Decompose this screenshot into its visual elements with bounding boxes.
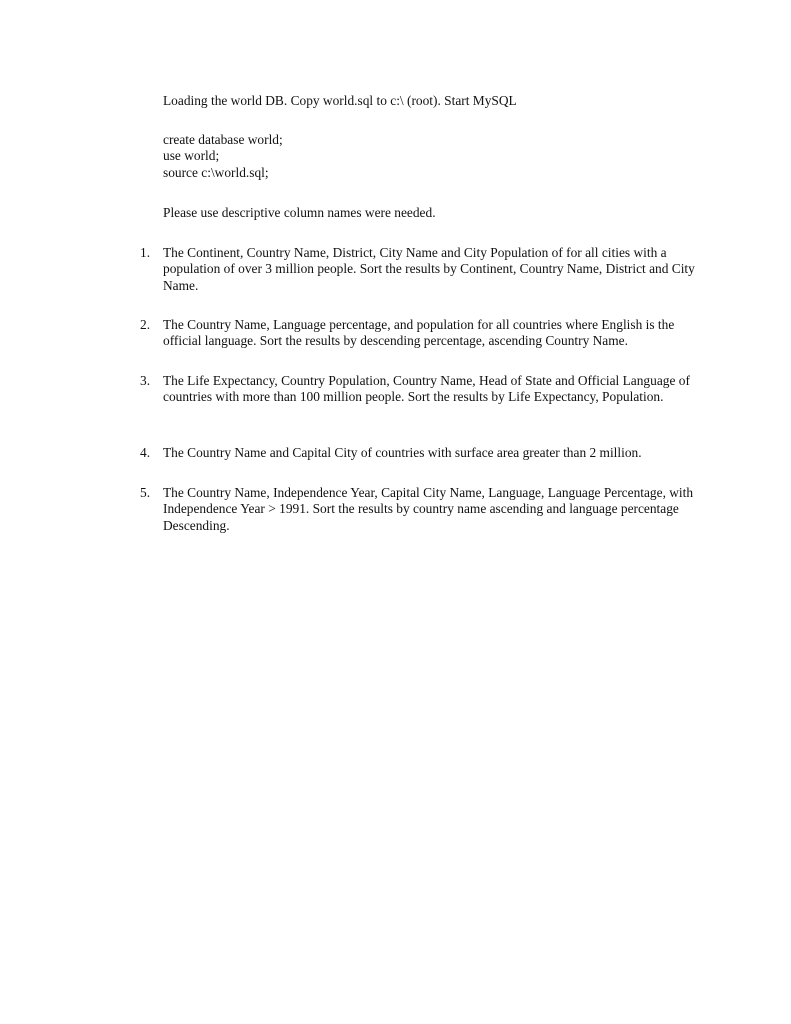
task-text: The Country Name, Independence Year, Capital City Name, Language, Language Percentage, with Independence Year > 1991. Sort the results by country name ascending and language percentage Descending.	[163, 485, 694, 533]
task-number: 1.	[140, 245, 151, 260]
task-number: 4.	[140, 445, 151, 460]
sql-commands	[163, 132, 723, 181]
task-text: The Continent, Country Name, District, City Name and City Population of for all cities with a population of over 3 million people. Sort the results by Continent, Country Name, District and City Name.	[163, 245, 695, 293]
intro-text: Loading the world DB. Copy world.sql to c:\ (root). Start MySQL	[163, 93, 517, 108]
task-text: The Country Name and Capital City of countries with surface area greater than 2 million.	[163, 445, 642, 460]
sql-command-create: create database world;	[163, 132, 283, 147]
task-number: 5.	[140, 485, 151, 500]
column-names-note: Please use descriptive column names were needed.	[163, 205, 436, 220]
task-text: The Country Name, Language percentage, and population for all countries where English is the official language. Sort the results by descending percentage, ascending Country Name.	[163, 317, 675, 349]
task-number: 3.	[140, 373, 151, 388]
sql-command-source: source c:\world.sql;	[163, 164, 269, 180]
task-number: 2.	[140, 317, 151, 332]
task-text: The Life Expectancy, Country Population, Country Name, Head of State and Official Language of countries with more than 100 million people. Sort the results by Life Expectancy, Population.	[163, 373, 690, 405]
sql-command-use: use world;	[163, 148, 220, 164]
